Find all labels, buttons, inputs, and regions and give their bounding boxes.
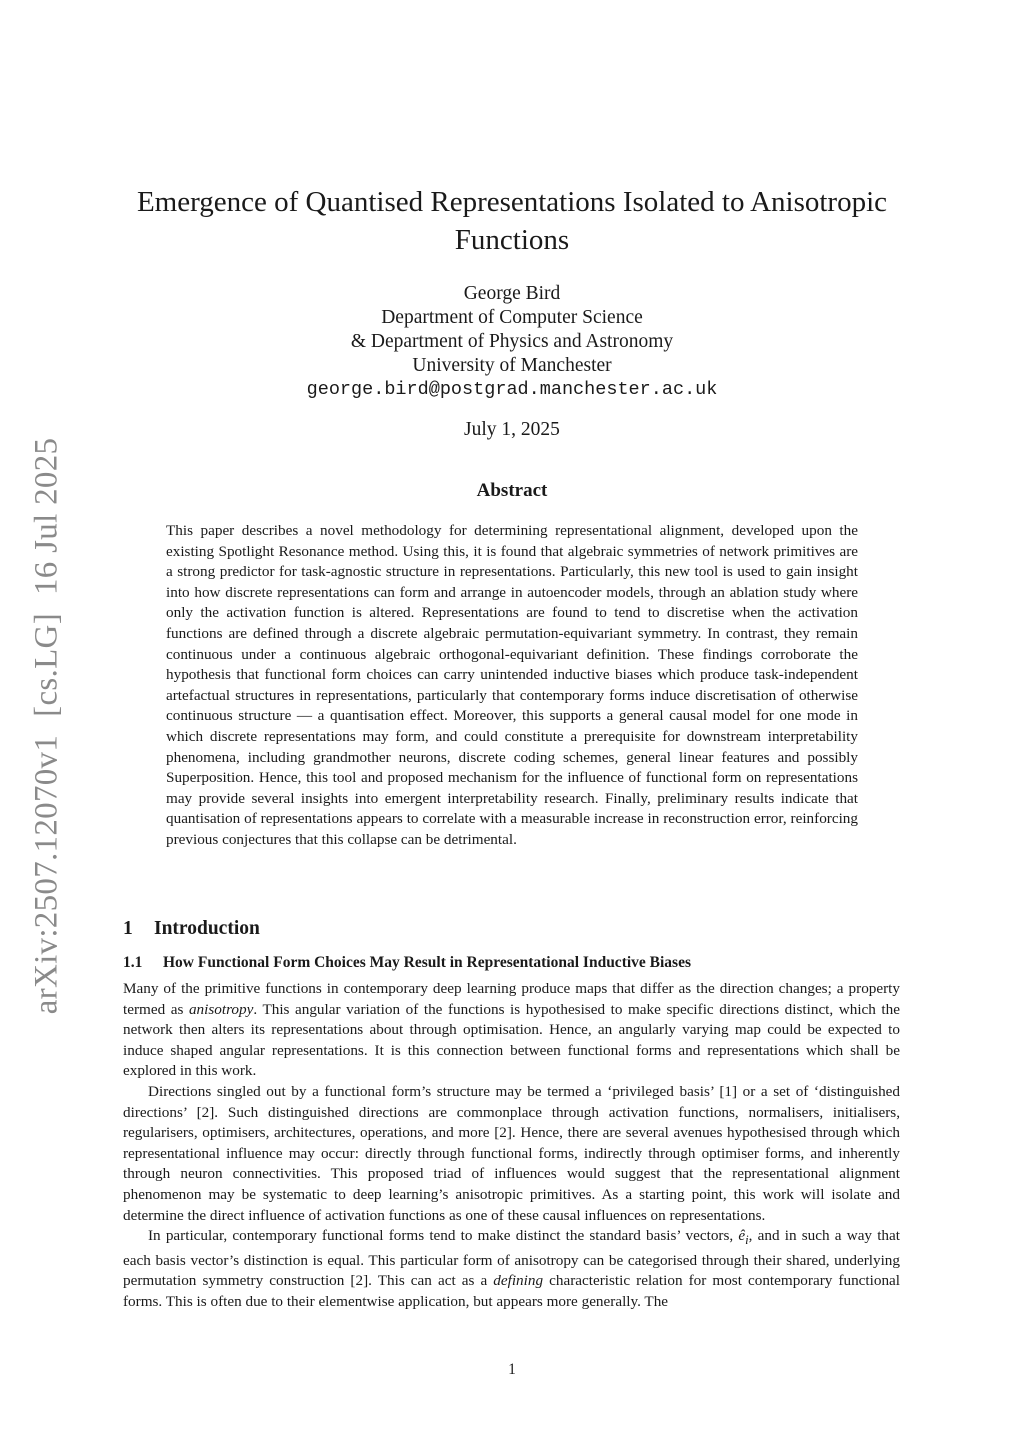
author-institution: University of Manchester <box>412 355 612 376</box>
paragraph-3: In particular, contemporary functional forms tend to make distinct the standard basis’ vectors, $ê_i$, and in such a way that each basis vector’s distinction is equal. This particular form of anisotropy can be categorised through their shared, underlying permutation symmetry construction [2]. This can act as a defining characteristic relation for most contemporary functional forms. This is often due to their elementwise application, but appears more generally. The <box>123 1227 900 1310</box>
arxiv-id: arXiv:2507.12070v1 <box>28 734 65 1015</box>
subsection-number: 1.1 <box>123 954 143 971</box>
arxiv-identifier-stamp <box>29 429 66 1024</box>
author-affiliation-1: Department of Computer Science <box>381 307 643 328</box>
paper-title: Emergence of Quantised Representations Isolated to Anisotropic Functions <box>136 186 888 256</box>
paragraph-2: Directions singled out by a functional form’s structure may be termed a ‘privileged basis’ [1] or a set of ‘distinguished directions’ [2]. Such distinguished directions are commonplace through activation functions, normalisers, initialisers, regularisers, optimisers, architectures, operations, and more [2]. Hence, there are several avenues hypothesised through which representational influence may occur: directly through functional forms, indirectly through optimiser forms, and inherently through neuron connectivities. This proposed triad of influences would suggest that the representational alignment phenomenon may be systematic to deep learning’s anisotropic primitives. As a starting point, this work will isolate and determine the direct influence of activation functions as one of these causal influences on representations. <box>123 1082 900 1224</box>
author-name: George Bird <box>463 283 561 304</box>
section-number: 1 <box>123 918 133 939</box>
abstract-heading: Abstract <box>476 480 548 501</box>
subsection-title: How Functional Form Choices May Result in Representational Inductive Biases <box>163 954 691 971</box>
arxiv-category: [cs.LG] <box>28 613 65 717</box>
section-heading <box>123 918 260 940</box>
arxiv-date: 16 Jul 2025 <box>28 437 65 596</box>
abstract-text: This paper describes a novel methodology for determining representational alignment, developed upon the existing Spotlight Resonance method. Using this, it is found that algebraic symmetries of network primitives are a strong predictor for task-agnostic structure in representations. Particularly, this new tool is used to gain insight into how discrete representations can form and arrange in autoencoder models, through an ablation study where only the activation function is altered. Representations are found to tend to discretise when the activation functions are defined through a discrete algebraic permutation-equivariant symmetry. In contrast, they remain continuous under a continuous algebraic orthogonal-equivariant definition. These findings corroborate the hypothesis that functional form choices can carry unintended inductive biases which produce task-independent artefactual structures in representations, particularly that contemporary forms induce discretisation of otherwise continuous structure — a quantisation effect. Moreover, this supports a general causal model for one mode in which discrete representations may form, and could constitute a prerequisite for downstream interpretability phenomena, including grandmother neurons, discrete coding schemes, general linear features and possibly Superposition. Hence, this tool and proposed mechanism for the influence of functional form on representations may provide several insights into emergent interpretability research. Finally, preliminary results indicate that quantisation of representations appears to correlate with a measurable increase in reconstruction error, reinforcing previous conjectures that this collapse can be detrimental. <box>166 522 858 848</box>
math-basis-vector: $ê_i$ <box>738 1227 749 1248</box>
author-email: george.bird@postgrad.manchester.ac.uk <box>306 379 718 400</box>
paper-date: July 1, 2025 <box>464 419 560 440</box>
page-number: 1 <box>508 1361 516 1378</box>
subsection-heading <box>123 954 691 972</box>
emphasis-defining: defining <box>493 1272 544 1290</box>
emphasis-anisotropy: anisotropy <box>188 1000 254 1018</box>
body-text <box>123 979 900 1313</box>
section-title: Introduction <box>154 918 260 939</box>
paragraph-1: Many of the primitive functions in contemporary deep learning produce maps that differ as the direction changes; a property termed as anisotropy. This angular variation of the functions is hypothesised to make specific directions distinct, which the network then alters its representations about through optimisation. Hence, an angularly varying map could be expected to induce shaped angular representations. It is this connection between functional forms and representations which shall be explored in this work. <box>123 980 900 1080</box>
author-block <box>112 282 912 402</box>
author-affiliation-2: & Department of Physics and Astronomy <box>350 331 674 352</box>
